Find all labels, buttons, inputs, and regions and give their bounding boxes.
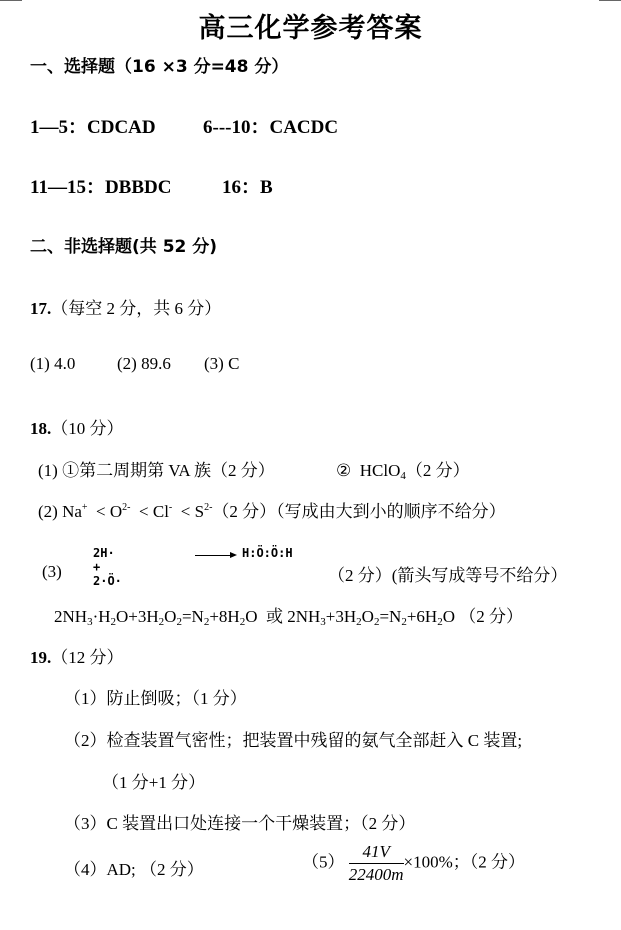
q18-na-charge: + xyxy=(81,502,88,513)
q18-part1 xyxy=(38,456,275,481)
q19-part3: （3）C 装置出口处连接一个干燥装置；（2 分） xyxy=(64,814,416,833)
q18-p1-b-mark: ② xyxy=(336,461,352,480)
answer-16: 16：B xyxy=(222,177,273,198)
eq-reactants: 2H· + 2·Ö· xyxy=(93,546,122,588)
corner-mark-right xyxy=(599,0,621,1)
q19-p5-tail: ×100%；（2 分） xyxy=(403,852,526,872)
q18-p1-label: (1) xyxy=(38,461,58,480)
q18-p2-label: (2) Na xyxy=(38,502,82,521)
q17-number: 17. xyxy=(30,299,52,318)
answer-11-15: 11—15：DBBDC xyxy=(30,177,172,198)
fraction-denominator: 22400m xyxy=(348,865,404,884)
arrow-head-icon xyxy=(230,552,237,558)
q18-equation-line: $2NH_3\cdot H_2O+3H_2O_2=N_2+8H_2O$ 或 $2NH_3+3H_2O_2=N_2+6H_2O$ （2 分） xyxy=(54,607,523,628)
q18-p3-score: （2 分）(箭头写成等号不给分） xyxy=(328,566,568,585)
q18-cl-charge: - xyxy=(168,502,173,513)
corner-mark-left xyxy=(0,0,22,1)
section1-heading: 一、选择题（16 ×3 分=48 分） xyxy=(30,57,289,77)
q19-p5-label: （5） xyxy=(302,852,345,872)
q18-part2: (2) $Na^+ < O^{2-} < Cl^- < S^{2-}(2$ 分）（写成由大到小的顺序不给分） xyxy=(38,502,506,521)
q17-answer-3: (3) C xyxy=(204,354,240,373)
eq-product: H:Ö:Ö:H xyxy=(242,546,293,560)
reaction-arrow xyxy=(195,555,231,556)
page-title: 高三化学参考答案 xyxy=(198,13,423,44)
q19-part4: （4）AD; （2 分） xyxy=(64,860,204,879)
q18-p2-tail: （2 分）（写成由大到小的顺序不给分） xyxy=(212,502,506,521)
q17-line xyxy=(30,294,221,319)
q18-p3-label: (3) xyxy=(42,562,62,581)
q18-eq-score: （2 分） xyxy=(459,607,523,626)
q18-number: 18. xyxy=(30,419,52,438)
q18-line xyxy=(30,414,124,439)
q18-s-charge: 2- xyxy=(204,502,213,513)
q18-p1-b-sub: 4 xyxy=(400,470,406,482)
q19-number: 19. xyxy=(30,648,52,667)
q17-answer-1: (1) 4.0 xyxy=(30,354,76,373)
section2-heading: 二、非选择题(共 52 分) xyxy=(30,237,218,257)
q18-p1-answer-a: ①第二周期第 VA 族（2 分） xyxy=(62,461,275,480)
q19-line xyxy=(30,643,124,668)
answer-6-10: 6---10：CACDC xyxy=(203,117,339,138)
q18-p1-b-formula: HClO xyxy=(359,461,401,480)
q19-note: （12 分） xyxy=(51,648,124,667)
q19-part1: （1）防止倒吸；（1 分） xyxy=(64,689,247,708)
q18-p1-b-score: （2 分） xyxy=(405,461,470,480)
q19-part5 xyxy=(302,842,525,885)
q18-part1-b xyxy=(336,456,470,481)
q18-o-charge: 2- xyxy=(122,502,131,513)
q18-note: （10 分） xyxy=(51,419,124,438)
q17-answer-2: (2) 89.6 xyxy=(117,354,171,373)
q19-part2: （2）检查装置气密性；把装置中残留的氨气全部赶入 C 装置; xyxy=(64,731,523,750)
q19-part2-score: （1 分+1 分） xyxy=(102,773,206,792)
fraction-numerator: 41V xyxy=(349,842,404,864)
q17-note: （每空 2 分，共 6 分） xyxy=(51,299,222,318)
q19-p5-fraction xyxy=(349,842,404,885)
answer-1-5: 1—5：CDCAD xyxy=(30,117,156,138)
